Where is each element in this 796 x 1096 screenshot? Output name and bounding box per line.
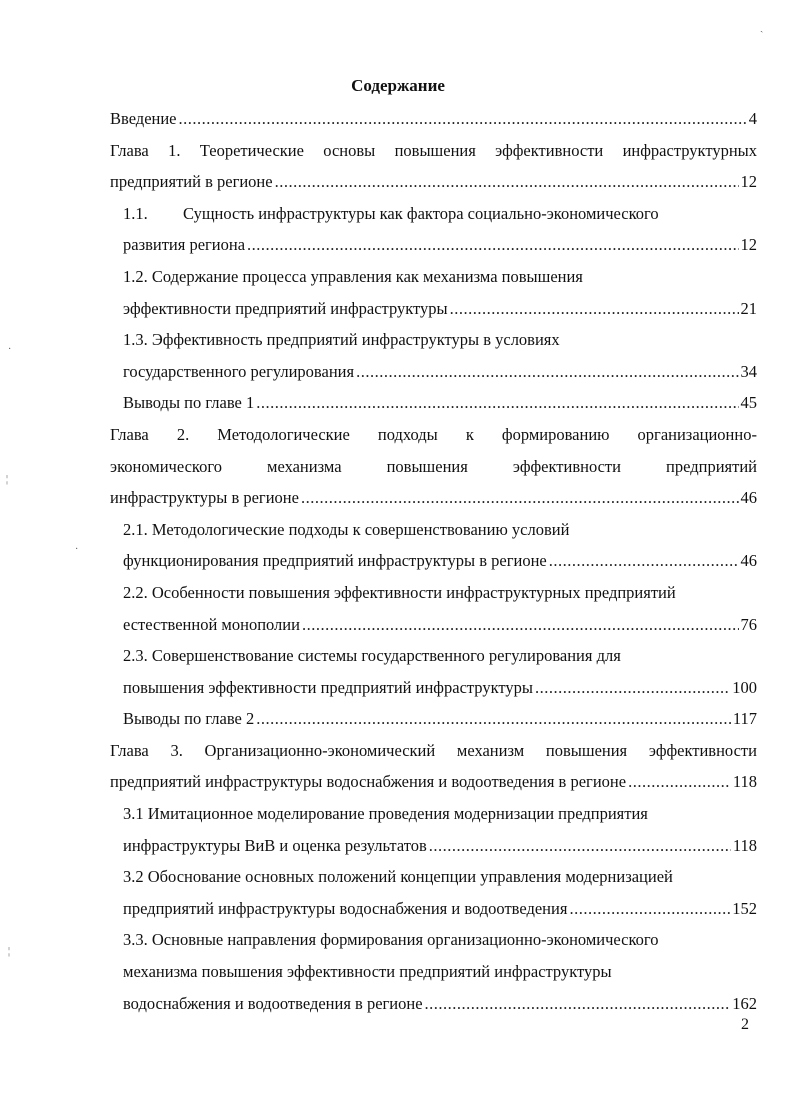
toc-section-3-3-line-3 (110, 988, 757, 1020)
word: 1. (168, 140, 181, 160)
word: повышения (386, 456, 468, 476)
toc-page-number: 12 (740, 235, 757, 255)
toc-chapter-1-line-1 (110, 135, 757, 167)
dot-leader (256, 387, 738, 419)
toc-conclusions-1 (110, 387, 757, 419)
scan-artifact: ¦ (8, 946, 11, 957)
toc-section-1-1-line-1 (110, 198, 757, 230)
toc-section-3-2-line-2 (110, 893, 757, 925)
word: механизма (267, 456, 342, 476)
dot-leader (301, 482, 739, 514)
toc-page-number: 4 (748, 109, 757, 128)
toc-entry-text: водоснабжения и водоотведения в регионе (123, 993, 423, 1013)
toc-page-number: 100 (732, 677, 757, 697)
scan-artifact: ˎ (760, 22, 764, 33)
toc-chapter-1-line-2 (110, 166, 757, 198)
page-title: Содержание (351, 76, 445, 95)
page-number: 2 (741, 1016, 749, 1033)
word: эффективности (648, 740, 757, 760)
toc-page-number: 46 (740, 551, 757, 571)
toc-entry-text: механизма повышения эффективности предприятий инфраструктуры (123, 962, 612, 982)
toc-section-1-2-line-1 (110, 261, 757, 293)
dot-leader (628, 766, 731, 798)
word: Глава (110, 140, 149, 160)
toc-section-3-1-line-2 (110, 830, 757, 862)
word: 3. (170, 740, 183, 760)
toc-section-2-1-line-2 (110, 545, 757, 577)
toc-entry-text: 2.2. Особенности повышения эффективности инфраструктурных предприятий (123, 582, 676, 602)
toc-section-2-2-line-1 (110, 577, 757, 609)
toc-page-number: 162 (732, 993, 757, 1013)
toc-section-3-3-line-1 (110, 924, 757, 956)
word: подходы (377, 424, 438, 444)
toc-page-number: 118 (732, 772, 757, 792)
toc-section-3-3-line-2 (110, 956, 757, 988)
dot-leader (256, 703, 731, 735)
word: экономического (110, 456, 222, 476)
word: организационно- (637, 424, 757, 444)
toc-section-3-1-line-1 (110, 798, 757, 830)
toc-entry-text: Выводы по главе 1 (123, 393, 255, 413)
toc-page-number: 21 (740, 298, 757, 318)
toc-entry-intro (110, 103, 757, 135)
toc-section-2-2-line-2 (110, 609, 757, 641)
toc-entry-text: предприятий инфраструктуры водоснабжения и водоотведения (123, 898, 568, 918)
toc-entry-text: предприятий в регионе (110, 172, 273, 192)
word: предприятий (666, 456, 757, 476)
toc-entry-text: повышения эффективности предприятий инфраструктуры (123, 677, 533, 697)
word: инфраструктурных (622, 140, 757, 160)
scan-artifact: · (75, 544, 79, 555)
word: Теоретические (199, 140, 304, 160)
toc-page-number: 152 (732, 898, 757, 918)
toc-section-1-3-line-2 (110, 356, 757, 388)
toc-page-number: 46 (740, 488, 757, 508)
dot-leader (275, 166, 739, 198)
word: механизм (456, 740, 525, 760)
toc-section-1-2-line-2 (110, 293, 757, 325)
dot-leader (549, 545, 739, 577)
toc-entry-text: 3.3. Основные направления формирования организационно-экономического (123, 930, 659, 950)
word: к (465, 424, 474, 444)
dot-leader (569, 893, 730, 925)
toc-entry-text: функционирования предприятий инфраструктуры в регионе (123, 551, 547, 571)
word: повышения (545, 740, 628, 760)
toc-chapter-2-line-3 (110, 482, 757, 514)
toc-page-number: 118 (732, 835, 757, 855)
toc-entry-text: естественной монополии (123, 614, 300, 634)
toc-section-1-3-line-1 (110, 324, 757, 356)
toc-chapter-2-line-2 (110, 451, 757, 483)
toc-entry-text: 1.2. Содержание процесса управления как механизма повышения (123, 266, 583, 286)
toc-page-number: 117 (732, 709, 757, 729)
dot-leader (302, 609, 739, 641)
toc-page-number: 45 (740, 393, 757, 413)
word: Методологические (217, 424, 350, 444)
toc-section-3-2-line-1 (110, 861, 757, 893)
word: Глава (110, 740, 149, 760)
toc-entry-text: Сущность инфраструктуры как фактора социально-экономического (183, 203, 659, 223)
toc-entry-text: предприятий инфраструктуры водоснабжения и водоотведения в регионе (110, 772, 627, 792)
dot-leader (425, 988, 731, 1020)
toc-entry-text: Выводы по главе 2 (123, 709, 255, 729)
toc-entry-text: инфраструктуры в регионе (110, 488, 299, 508)
toc-section-1-1-line-2 (110, 229, 757, 261)
dot-leader (450, 293, 739, 325)
toc-entry-text: 3.2 Обоснование основных положений концепции управления модернизацией (123, 867, 673, 887)
toc-section-2-3-line-1 (110, 640, 757, 672)
word: 2. (176, 424, 190, 444)
dot-leader (247, 229, 738, 261)
toc-entry-text: эффективности предприятий инфраструктуры (123, 298, 448, 318)
toc-entry-text: 1.3. Эффективность предприятий инфраструктуры в условиях (123, 330, 560, 350)
word: повышения (394, 140, 476, 160)
toc-entry-text: государственного регулирования (123, 361, 355, 381)
dot-leader (179, 103, 747, 135)
toc-entry-text: 2.3. Совершенствование системы государственного регулирования для (123, 646, 621, 666)
toc-chapter-2-line-1 (110, 419, 757, 451)
word: Организационно-экономический (204, 740, 436, 760)
dot-leader (535, 672, 730, 704)
word: эффективности (512, 456, 621, 476)
toc-entry-text: 3.1 Имитационное моделирование проведения модернизации предприятия (123, 804, 648, 824)
word: Глава (110, 424, 149, 444)
toc-section-2-1-line-1 (110, 514, 757, 546)
toc-chapter-3-line-1 (110, 735, 757, 767)
toc-entry-text: развития региона (123, 235, 246, 255)
dot-leader (356, 356, 738, 388)
dot-leader (429, 830, 731, 862)
toc-page-number: 12 (740, 172, 757, 192)
toc-entry-text: Введение (110, 109, 177, 128)
toc-page-number: 34 (740, 361, 757, 381)
word: формированию (501, 424, 610, 444)
scan-artifact: ¦ (6, 474, 9, 485)
toc-chapter-3-line-2 (110, 766, 757, 798)
scan-artifact: · (8, 344, 12, 355)
toc-section-2-3-line-2 (110, 672, 757, 704)
toc-conclusions-2 (110, 703, 757, 735)
word: эффективности (495, 140, 604, 160)
toc-entry-text: 2.1. Методологические подходы к совершенствованию условий (123, 519, 570, 539)
toc-entry-text: инфраструктуры ВиВ и оценка результатов (123, 835, 427, 855)
table-of-contents (110, 103, 757, 1019)
toc-page-number: 76 (740, 614, 757, 634)
word: основы (323, 140, 376, 160)
section-number: 1.1. (123, 203, 148, 223)
